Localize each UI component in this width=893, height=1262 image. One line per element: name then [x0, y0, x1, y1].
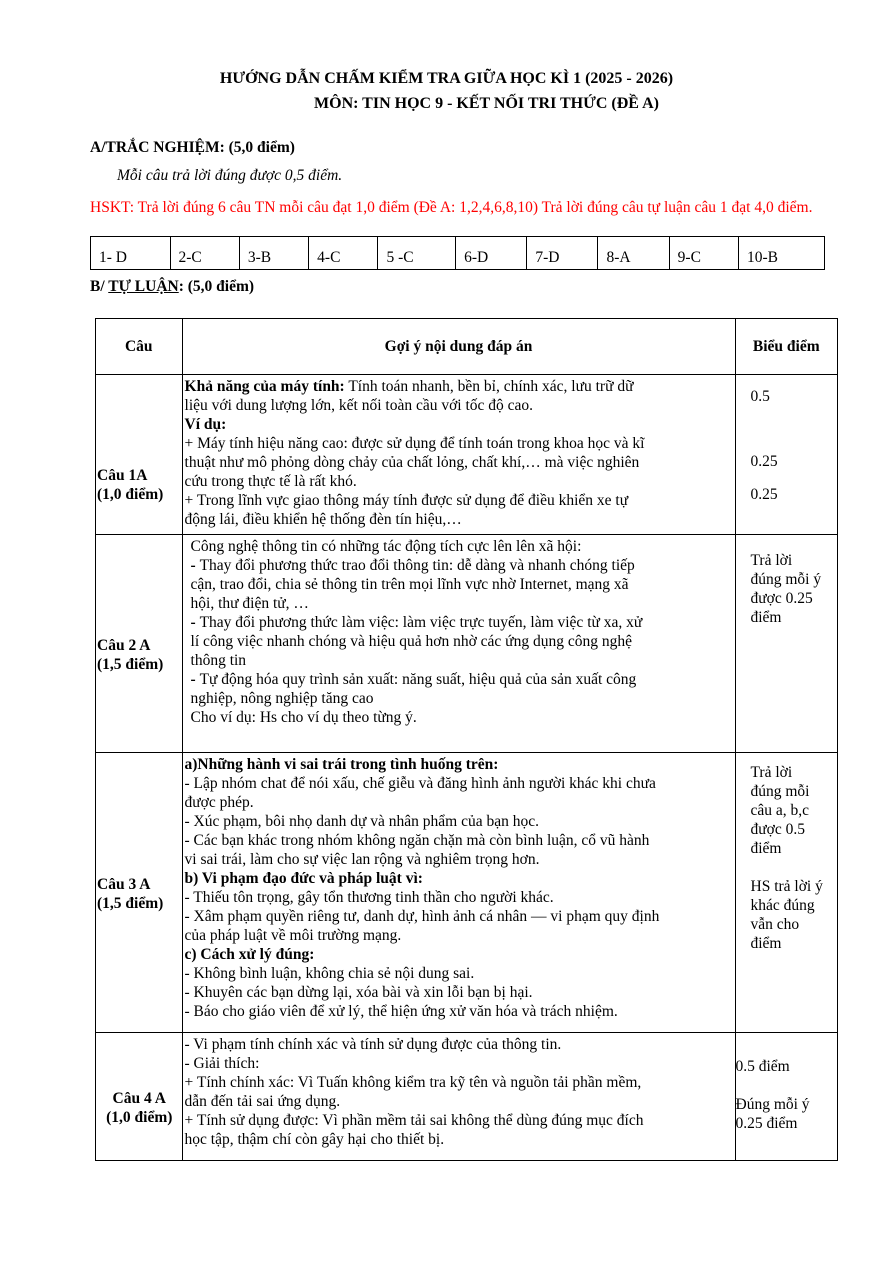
content-text: được phép. — [184, 794, 254, 811]
content-text: hội, thư điện tử, … — [190, 595, 309, 612]
content-text: liệu với dung lượng lớn, kết nối toàn cầu với tốc độ cao. — [184, 397, 534, 414]
score-line: Trả lời — [750, 764, 793, 781]
answer-cell: 5 -C — [378, 237, 456, 270]
content-text: - Vi phạm tính chính xác và tính sử dụng được của thông tin. — [184, 1036, 562, 1053]
answer-cell: 10-B — [738, 237, 824, 270]
content-line — [185, 964, 733, 983]
content-line — [191, 613, 733, 632]
question-cell — [96, 375, 183, 535]
content-bold: Khả năng của máy tính: — [184, 378, 345, 395]
content-line — [185, 983, 733, 1002]
content-line — [185, 888, 733, 907]
table-header-row — [96, 319, 838, 375]
score-cell — [735, 375, 838, 535]
score-line: được 0.5 — [750, 821, 805, 838]
content-text: - Thiếu tôn trọng, gây tổn thương tinh thần cho người khác. — [184, 889, 554, 906]
score-line: Đúng mỗi ý — [735, 1096, 810, 1113]
score-line: 0.5 điểm — [735, 1058, 790, 1075]
score-line: 0.25 điểm — [735, 1115, 798, 1132]
answer-cell: 1- D — [91, 237, 171, 270]
section-b-prefix: B/ — [90, 278, 109, 295]
question-points: (1,5 điểm) — [97, 655, 164, 673]
content-line — [185, 1002, 733, 1021]
content-bold: a)Những hành vi sai trái trong tình huống trên: — [184, 756, 499, 773]
score-cell — [735, 535, 838, 753]
content-line — [185, 472, 733, 491]
content-text: dẫn đến tải sai ứng dụng. — [184, 1093, 341, 1110]
content-text: lí công việc nhanh chóng và hiệu quả hơn nhờ các ứng dụng công nghệ — [190, 633, 632, 650]
header-question: Câu — [96, 319, 183, 375]
page-title-line2: MÔN: TIN HỌC 9 - KẾT NỐI TRI THỨC (ĐỀ A) — [314, 95, 659, 112]
content-text: học tập, thậm chí còn gây hại cho thiết bị. — [184, 1131, 445, 1148]
content-line — [185, 869, 733, 888]
content-line — [185, 491, 733, 510]
score-value: 0.25 — [750, 486, 778, 503]
content-bold: c) Cách xử lý đúng: — [184, 946, 315, 963]
answer-cell: 8-A — [598, 237, 669, 270]
content-bold: - — [190, 671, 200, 688]
table-row — [96, 535, 838, 753]
score-cell — [735, 753, 838, 1033]
content-line — [185, 812, 733, 831]
content-text: + Tính sử dụng được: Vì phần mềm tải sai không thể dùng đúng mục đích — [184, 1112, 644, 1129]
content-line — [185, 1111, 733, 1130]
content-line — [191, 670, 733, 689]
content-text: Tự động hóa quy trình sản xuất: năng suất, hiệu quả của sản xuất công — [199, 671, 637, 688]
question-cell — [96, 1033, 183, 1161]
content-line — [191, 708, 733, 727]
question-cell — [96, 753, 183, 1033]
answer-content — [182, 1033, 735, 1161]
section-b-title: TỰ LUẬN — [108, 278, 179, 295]
score-line: Trả lời — [750, 552, 793, 569]
page-title-line1: HƯỚNG DẪN CHẤM KIỂM TRA GIỮA HỌC KÌ 1 (2025 - 2026) — [219, 70, 674, 87]
content-text: Cho ví dụ: Hs cho ví dụ theo từng ý. — [190, 709, 417, 726]
score-line: được 0.25 — [750, 590, 813, 607]
content-text: - Xúc phạm, bôi nhọ danh dự và nhân phẩm của bạn học. — [184, 813, 539, 830]
content-line — [185, 945, 733, 964]
essay-answer-table — [95, 318, 838, 1161]
content-text: - Lập nhóm chat để nói xấu, chế giễu và đăng hình ảnh người khác khi chưa — [184, 775, 656, 792]
answer-cell: 2-C — [170, 237, 239, 270]
answer-cell: 7-D — [527, 237, 598, 270]
question-cell — [96, 535, 183, 753]
content-text: của pháp luật về môi trường mạng. — [184, 927, 402, 944]
content-line — [185, 1054, 733, 1073]
score-line: đúng mỗi ý — [750, 571, 822, 588]
question-label: Câu 3 A — [97, 875, 151, 893]
content-line — [191, 537, 733, 556]
content-line — [191, 632, 733, 651]
content-line — [185, 377, 733, 396]
score-gap — [736, 1076, 834, 1095]
question-label: Câu 4 A — [112, 1089, 166, 1107]
table-row — [96, 753, 838, 1033]
question-points: (1,0 điểm) — [106, 1108, 173, 1126]
score-line: câu a, b,c — [750, 802, 810, 819]
content-text: nghiệp, nông nghiệp tăng cao — [190, 690, 374, 707]
content-bold: b) Vi phạm đạo đức và pháp luật vì: — [184, 870, 423, 887]
answer-content — [182, 535, 735, 753]
content-text: - Xâm phạm quyền riêng tư, danh dự, hình ảnh cá nhân — vi phạm quy định — [184, 908, 660, 925]
content-text: Thay đổi phương thức trao đổi thông tin: dễ dàng và nhanh chóng tiếp — [199, 557, 635, 574]
content-text: động lái, điều khiển hệ thống đèn tín hiệu,… — [184, 511, 462, 528]
question-label: Câu 1A — [97, 466, 148, 484]
section-b-suffix: : (5,0 điểm) — [178, 278, 255, 295]
hskt-note: HSKT: Trả lời đúng 6 câu TN mỗi câu đạt 1,0 điểm (Đề A: 1,2,4,6,8,10) Trả lời đúng câu tự luận câu 1 đạt 4,0 điểm. — [90, 199, 813, 216]
content-text: + Máy tính hiệu năng cao: được sử dụng để tính toán trong khoa học và kĩ — [184, 435, 645, 452]
header-score: Biểu điểm — [735, 319, 838, 375]
score-value: 0.5 — [750, 388, 770, 405]
section-b-heading — [90, 278, 254, 296]
content-line — [185, 831, 733, 850]
content-line — [185, 793, 733, 812]
content-line — [185, 1130, 733, 1149]
header-content: Gợi ý nội dung đáp án — [182, 319, 735, 375]
content-line — [185, 415, 733, 434]
content-text: - Giải thích: — [184, 1055, 260, 1072]
content-line — [185, 453, 733, 472]
score-line: điểm — [750, 609, 782, 626]
answer-cell: 9-C — [669, 237, 738, 270]
content-line — [185, 755, 733, 774]
score-line: HS trả lời ý — [750, 878, 823, 895]
table-row — [96, 375, 838, 535]
content-text: Thay đổi phương thức làm việc: làm việc trực tuyến, làm việc từ xa, xử — [199, 614, 643, 631]
content-text: Tính toán nhanh, bền bỉ, chính xác, lưu trữ dữ — [344, 378, 634, 395]
score-line: khác đúng — [750, 897, 815, 914]
content-line — [185, 1035, 733, 1054]
table-row — [96, 1033, 838, 1161]
content-text: - Không bình luận, không chia sẻ nội dung sai. — [184, 965, 475, 982]
content-line — [191, 556, 733, 575]
content-bold: Ví dụ: — [184, 416, 227, 433]
answer-row — [91, 237, 825, 270]
question-points: (1,0 điểm) — [97, 485, 164, 503]
content-line — [185, 510, 733, 529]
content-line — [185, 774, 733, 793]
content-line — [191, 689, 733, 708]
content-text: Công nghệ thông tin có những tác động tích cực lên lên xã hội: — [190, 538, 582, 555]
question-label: Câu 2 A — [97, 636, 151, 654]
answer-content — [182, 375, 735, 535]
score-gap — [751, 858, 834, 877]
answer-cell: 3-B — [239, 237, 308, 270]
score-line: điểm — [750, 840, 782, 857]
content-line — [185, 1092, 733, 1111]
content-line — [191, 594, 733, 613]
content-text: vi sai trái, làm cho sự việc lan rộng và nghiêm trọng hơn. — [184, 851, 540, 868]
multiple-choice-answer-table — [90, 236, 825, 270]
score-line: đúng mỗi — [750, 783, 810, 800]
answer-cell: 4-C — [309, 237, 378, 270]
content-bold: - — [190, 614, 200, 631]
answer-content — [182, 753, 735, 1033]
content-line — [191, 575, 733, 594]
content-text: cứu trong thực tế là rất khó. — [184, 473, 357, 490]
content-line — [185, 1073, 733, 1092]
content-line — [185, 434, 733, 453]
content-text: - Báo cho giáo viên để xử lý, thể hiện ứng xử văn hóa và trách nhiệm. — [184, 1003, 618, 1020]
question-points: (1,5 điểm) — [97, 894, 164, 912]
section-a-note: Mỗi câu trả lời đúng được 0,5 điểm. — [117, 167, 343, 184]
content-text: + Trong lĩnh vực giao thông máy tính được sử dụng để điều khiển xe tự — [184, 492, 629, 509]
score-line: vẫn cho — [750, 916, 800, 933]
content-line — [185, 396, 733, 415]
score-line: điểm — [750, 935, 782, 952]
content-text: - Các bạn khác trong nhóm không ngăn chặn mà còn bình luận, cổ vũ hành — [184, 832, 650, 849]
content-text: cận, trao đổi, chia sẻ thông tin trên mọi lĩnh vực nhờ Internet, mạng xã — [190, 576, 629, 593]
section-a-heading: A/TRẮC NGHIỆM: (5,0 điểm) — [90, 139, 295, 156]
content-text: - Khuyên các bạn dừng lại, xóa bài và xin lỗi bạn bị hại. — [184, 984, 533, 1001]
content-text: thông tin — [190, 652, 247, 669]
content-line — [185, 926, 733, 945]
content-text: + Tính chính xác: Vì Tuấn không kiểm tra kỹ tên và nguồn tải phần mềm, — [184, 1074, 642, 1091]
content-line — [185, 907, 733, 926]
content-line — [185, 850, 733, 869]
answer-cell: 6-D — [456, 237, 527, 270]
content-bold: - — [190, 557, 200, 574]
content-text: thuật như mô phỏng dòng chảy của chất lỏng, chất khí,… mà việc nghiên — [184, 454, 640, 471]
score-value: 0.25 — [750, 453, 778, 470]
score-cell — [735, 1033, 838, 1161]
content-line — [191, 651, 733, 670]
